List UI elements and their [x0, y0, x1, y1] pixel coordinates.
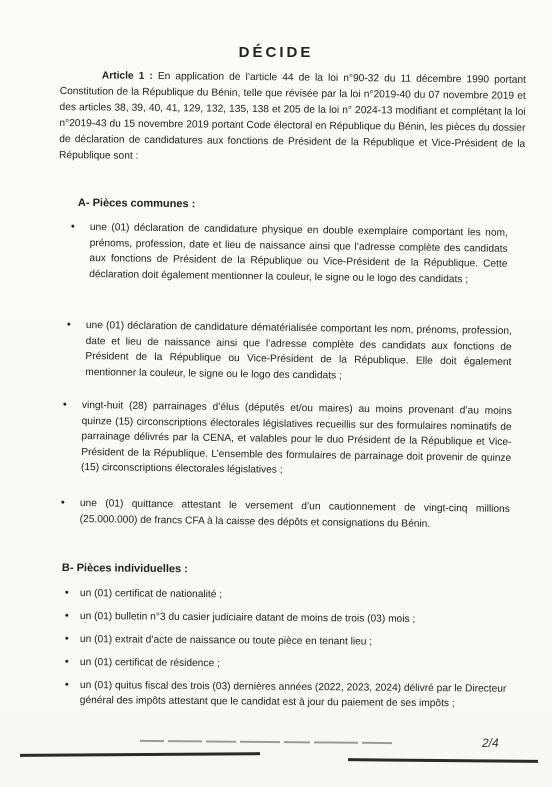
footer-divider-left: [20, 752, 260, 757]
list-item: [66, 318, 512, 386]
article-1-text: En application de l’article 44 de la loi n°90-32 du 11 décembre 1990 portant Constitution de la République du Bénin, telle que révisée par la loi n°2019-40 du 07 novembre 2019 et des articles 38, 39, 40, 41, 129, 132, 135, 138 et 205 de la loi n° 2024-13 modifiant et complétant la loi n°2019-43 du 15 novembre 2019 portant Code électoral en République du Bénin, les pièces du dossier de déclaration de candidatures aux fonctions de Président de la République et Vice-Président de la République sont :: [59, 70, 526, 162]
bullet-icon: •: [64, 632, 69, 645]
list-item: [64, 655, 540, 674]
list-item-text: un (01) extrait d’acte de naissance ou toute pièce en tenant lieu ;: [79, 633, 373, 648]
list-item-text: un (01) certificat de résidence ;: [79, 656, 220, 670]
bullet-icon: •: [62, 398, 67, 411]
list-item-text: un (01) bulletin n°3 du casier judiciaire datant de moins de trois (03) mois ;: [79, 610, 416, 625]
list-item: [64, 609, 540, 628]
section-b-heading: B- Pièces individuelles :: [61, 562, 188, 576]
list-item-text: un (01) quitus fiscal des trois (03) dernières années (2022, 2023, 2024) délivré par le Directeur général des impôts attestant que le candidat est à jour du paiement de ses impôts ;: [79, 679, 507, 710]
list-item-text: vingt-huit (28) parrainages d’élus (députés et/ou maires) au moins provenant d’au moins quinze (15) circonscriptions électorales législatives recueillis sur des formulaires nominatifs de parrainage délivrés par la CENA, et valables pour le duo Président de la République et Vice-Président de la République. L’ensemble des formulaires de parrainage doit provenir de quinze (15) circonscriptions électorales législatives ;: [80, 399, 512, 476]
list-item: [60, 496, 510, 533]
list-item: [62, 398, 512, 481]
footer-address-smudge: [140, 737, 400, 747]
page-title: DÉCIDE: [238, 44, 314, 61]
page-number: 2/4: [482, 736, 499, 750]
list-item-text: une (01) déclaration de candidature dématérialisée comportant les nom, prénoms, profession, date et lieu de naissance ainsi que l’adresse complète des candidats aux fonctions de Président de la République ou Vice-Président de la République. Elle doit également mentionner la couleur, le signe ou le logo des candidats ;: [85, 319, 512, 382]
article-1-paragraph: [59, 68, 526, 169]
list-item: [70, 220, 508, 288]
bullet-icon: •: [64, 609, 69, 622]
list-item-text: une (01) quittance attestant le versement d’un cautionnement de vingt-cinq millions (25.000.000) de francs CFA à la caisse des dépôts et consignations du Bénin.: [79, 497, 510, 530]
section-a-heading: A- Pièces communes :: [77, 197, 196, 211]
list-item: [64, 678, 510, 712]
list-item: [64, 586, 540, 605]
footer-divider-right: [348, 758, 538, 763]
article-1-label: Article 1 :: [101, 70, 153, 82]
list-item: [64, 632, 540, 651]
list-item-text: un (01) certificat de nationalité ;: [79, 587, 223, 601]
bullet-icon: •: [70, 220, 75, 233]
bullet-icon: •: [60, 496, 65, 509]
bullet-icon: •: [64, 655, 69, 668]
bullet-icon: •: [66, 318, 71, 331]
bullet-icon: •: [64, 586, 69, 599]
list-item-text: une (01) déclaration de candidature physique en double exemplaire comportant les nom, prénoms, profession, date et lieu de naissance ainsi que l’adresse complète des candidats aux fonctions de Président de la République ou Vice-Président de la République. Cette déclaration doit également mentionner la couleur, le signe ou le logo des candidats ;: [89, 221, 508, 285]
bullet-icon: •: [64, 678, 69, 691]
